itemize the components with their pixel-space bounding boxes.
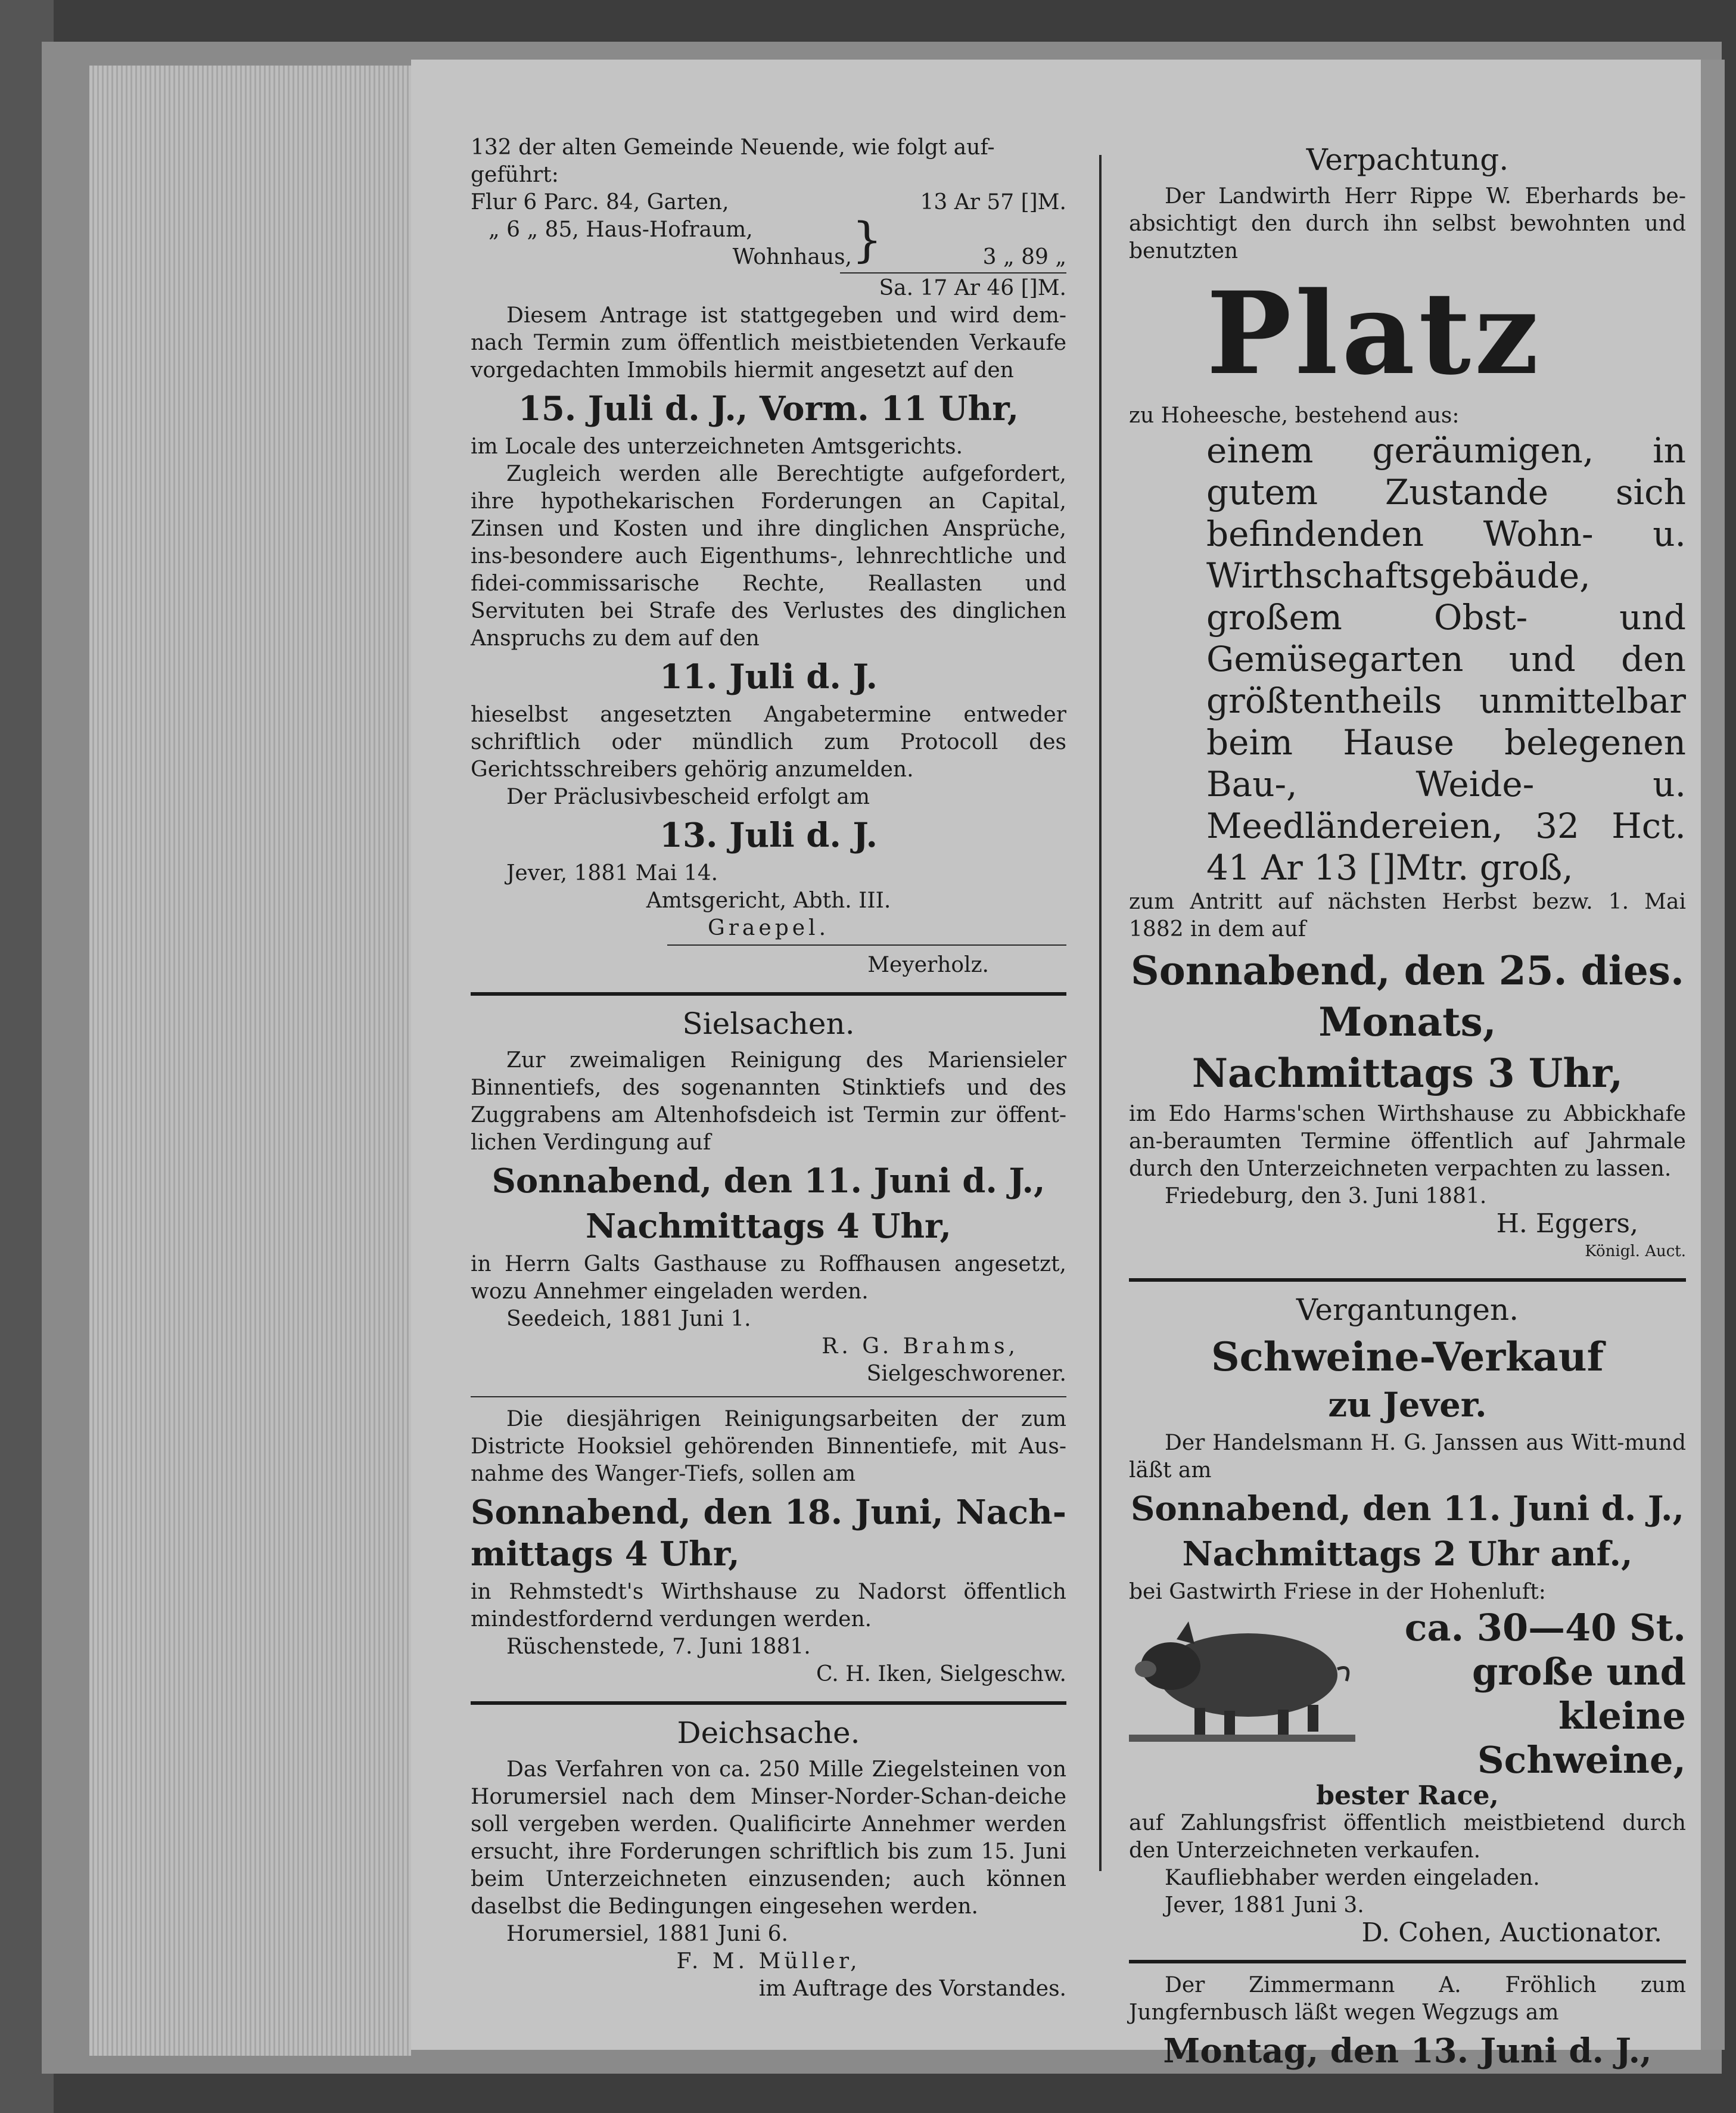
- parcel-table: [471, 189, 1066, 271]
- parcel-area: 3 „ 89 „: [982, 245, 1066, 269]
- date-heading: 15. Juli d. J., Vorm. 11 Uhr,: [518, 389, 1019, 428]
- section-title: Vergantungen.: [1296, 1292, 1519, 1327]
- section-title: Verpachtung.: [1306, 142, 1509, 177]
- paragraph: Der Landwirth Herr Rippe W. Eberhards be-absichtigt den durch ihn selbst bewohnten und benutzten: [1129, 184, 1686, 263]
- parcel-desc: Wohnhaus,: [732, 245, 852, 269]
- right-column: [1129, 134, 1686, 2071]
- place-date: Rüschenstede, 7. Juni 1881.: [506, 1635, 811, 1659]
- page-edge-shadow: [1701, 60, 1725, 2050]
- page-stack-edges: [89, 66, 411, 2056]
- signature: H. Eggers,: [1496, 1208, 1638, 1239]
- pig-illustration: [1129, 1609, 1355, 1747]
- paragraph: Die diesjährigen Reinigungsarbeiten der zum Districte Hooksiel gehörenden Binnentiefe, mit Aus-nahme des Wanger-Tiefs, sollen am: [471, 1407, 1066, 1486]
- pig-icon: [1129, 1609, 1355, 1747]
- date-heading: Sonnabend, den 11. Juni d. J.,: [1130, 1489, 1685, 1528]
- paragraph: Das Verfahren von ca. 250 Mille Ziegelsteinen von Horumersiel nach dem Minser-Norder-Schan-deiche soll vergeben werden. Qualificirte Annehmer werden ersucht, ihre Forderungen schriftlich bis zum 15. Juni beim Unterzeichneten einzusenden; auch können daselbst die Bedingungen eingesehen werden.: [471, 1757, 1066, 1919]
- signature-role: Königl. Auct.: [1585, 1242, 1686, 1260]
- signature: F. M. Müller,: [676, 1949, 861, 1974]
- date-heading: Nachmittags 4 Uhr,: [586, 1207, 951, 1246]
- paragraph: hieselbst angesetzten Angabetermine entweder schriftlich oder mündlich zum Protocoll des Gerichtsschreibers gehörig anzumelden.: [471, 703, 1066, 782]
- left-column: [471, 134, 1066, 2011]
- date-heading: Monats,: [1318, 999, 1497, 1045]
- place-date: Horumersiel, 1881 Juni 6.: [506, 1922, 788, 1946]
- parcel-desc: Flur 6 Parc. 84, Garten,: [471, 190, 729, 215]
- brace-icon: }: [852, 212, 882, 268]
- date-heading: 13. Juli d. J.: [659, 816, 878, 855]
- parcel-area: [882, 216, 1066, 244]
- paragraph: Der Präclusivbescheid erfolgt am: [506, 785, 870, 809]
- parcel-area: 13 Ar 57 []M.: [920, 190, 1066, 215]
- signature: C. H. Iken, Sielgeschw.: [816, 1662, 1066, 1686]
- paragraph: bei Gastwirth Friese in der Hohenluft:: [1129, 1580, 1546, 1604]
- paragraph: Zugleich werden alle Berechtigte aufgefordert, ihre hypothekarischen Forderungen an Capital, Zinsen und Kosten und ihre dinglichen Ansprüche, ins-besondere auch Eigenthums-, lehnrechtliche und fidei-commissarische Rechte, Reallasten und Servituten bei Strafe des Verlustes des dinglichen Anspruchs zu dem auf den: [471, 462, 1066, 651]
- section-divider: [471, 992, 1066, 996]
- paragraph: im Edo Harms'schen Wirthshause zu Abbickhafe an-beraumten Termine öffentlich auf Jahrmale durch den Unterzeichneten verpachten zu lassen.: [1129, 1102, 1686, 1181]
- paragraph: zu Hoheesche, bestehend aus:: [1129, 403, 1460, 428]
- date-heading: Sonnabend, den 11. Juni d. J.,: [491, 1161, 1046, 1201]
- date-heading: 11. Juli d. J.: [659, 657, 878, 697]
- signature-role: Sielgeschworener.: [866, 1362, 1066, 1386]
- paragraph: in Rehmstedt's Wirthshause zu Nadorst öffentlich mindestfordernd verdungen werden.: [471, 1580, 1066, 1632]
- place-date: Jever, 1881 Mai 14.: [506, 861, 718, 885]
- place-date: Jever, 1881 Juni 3.: [1165, 1893, 1364, 1918]
- intro-line-1: 132 der alten Gemeinde Neuende, wie folgt auf-: [471, 135, 995, 160]
- paragraph: Der Zimmermann A. Fröhlich zum Jungfernbusch läßt wegen Wegzugs am: [1129, 1973, 1686, 2025]
- headline-platz: Platz: [1206, 267, 1542, 400]
- section-divider: [471, 1701, 1066, 1705]
- divider: [667, 944, 1066, 946]
- column-divider: [1099, 155, 1102, 1871]
- paragraph: auf Zahlungsfrist öffentlich meistbietend durch den Unterzeichneten verkaufen.: [1129, 1811, 1686, 1863]
- signature: D. Cohen, Auctionator.: [1361, 1918, 1662, 1948]
- paragraph-large: einem geräumigen, in gutem Zustande sich befindenden Wohn- u. Wirthschaftsgebäude, großem Obst- und Gemüsegarten und den größtentheils unmittelbar beim Hause belegenen Bau-, Weide- u. Meedländereien, 32 Hct. 41 Ar 13 []Mtr. groß,: [1206, 430, 1686, 888]
- paragraph: Zur zweimaligen Reinigung des Mariensieler Binnentiefs, des sogenannten Stinktiefs und des Zuggrabens am Altenhofsdeich ist Termin zur öffent-lichen Verdingung auf: [471, 1048, 1066, 1155]
- signature: R. G. Brahms,: [822, 1334, 1019, 1359]
- place-date: Seedeich, 1881 Juni 1.: [506, 1307, 751, 1331]
- signature: Meyerholz.: [867, 953, 989, 977]
- sum-rule: [840, 272, 1066, 274]
- paragraph: Der Handelsmann H. G. Janssen aus Witt-mund läßt am: [1129, 1431, 1686, 1483]
- ad-text: ca. 30—40 St.: [1404, 1606, 1686, 1649]
- date-heading: Sonnabend, den 25. dies.: [1131, 947, 1684, 994]
- ad-text: große und kleine: [1471, 1650, 1686, 1738]
- paragraph: in Herrn Galts Gasthause zu Roffhausen angesetzt, wozu Annehmer eingeladen werden.: [471, 1252, 1066, 1304]
- section-title: Sielsachen.: [682, 1006, 855, 1041]
- section-title: Deichsache.: [677, 1716, 860, 1750]
- paragraph: Kaufliebhaber werden eingeladen.: [1165, 1866, 1540, 1890]
- signature: Graepel.: [707, 916, 830, 940]
- paragraph: im Locale des unterzeichneten Amtsgerichts.: [471, 434, 963, 459]
- date-heading: Sonnabend, den 18. Juni, Nach-mittags 4 Uhr,: [471, 1493, 1066, 1574]
- ad-headline: Schweine-Verkauf: [1211, 1334, 1604, 1380]
- place-date: Friedeburg, den 3. Juni 1881.: [1165, 1184, 1487, 1208]
- date-heading: Nachmittags 2 Uhr anf.,: [1182, 1534, 1633, 1574]
- ad-text: bester Race,: [1316, 1780, 1499, 1811]
- court-name: Amtsgericht, Abth. III.: [646, 888, 891, 913]
- parcel-desc: „ 6 „ 85, Haus-Hofraum,: [489, 217, 753, 242]
- intro-line-2: geführt:: [471, 163, 559, 187]
- table-row: [471, 216, 1066, 244]
- section-divider: [471, 1396, 1066, 1397]
- paragraph: Diesem Antrage ist stattgegeben und wird dem-nach Termin zum öffentlich meistbietenden Verkaufe vorgedachten Immobils hiermit angesetzt auf den: [471, 303, 1066, 383]
- signature-role: im Auftrage des Vorstandes.: [758, 1977, 1066, 2001]
- section-divider: [1129, 1278, 1686, 1282]
- date-heading: Nachmittags 3 Uhr,: [1191, 1050, 1623, 1096]
- table-row: [471, 244, 1066, 271]
- parcel-sum: Sa. 17 Ar 46 []M.: [879, 276, 1066, 300]
- table-row: [471, 189, 1066, 216]
- ad-text: Schweine,: [1477, 1738, 1686, 1782]
- ad-subheadline: zu Jever.: [1328, 1385, 1487, 1425]
- paragraph: zum Antritt auf nächsten Herbst bezw. 1. Mai 1882 in dem auf: [1129, 890, 1686, 941]
- date-heading: Montag, den 13. Juni d. J.,: [1163, 2031, 1652, 2071]
- section-divider: [1129, 1960, 1686, 1963]
